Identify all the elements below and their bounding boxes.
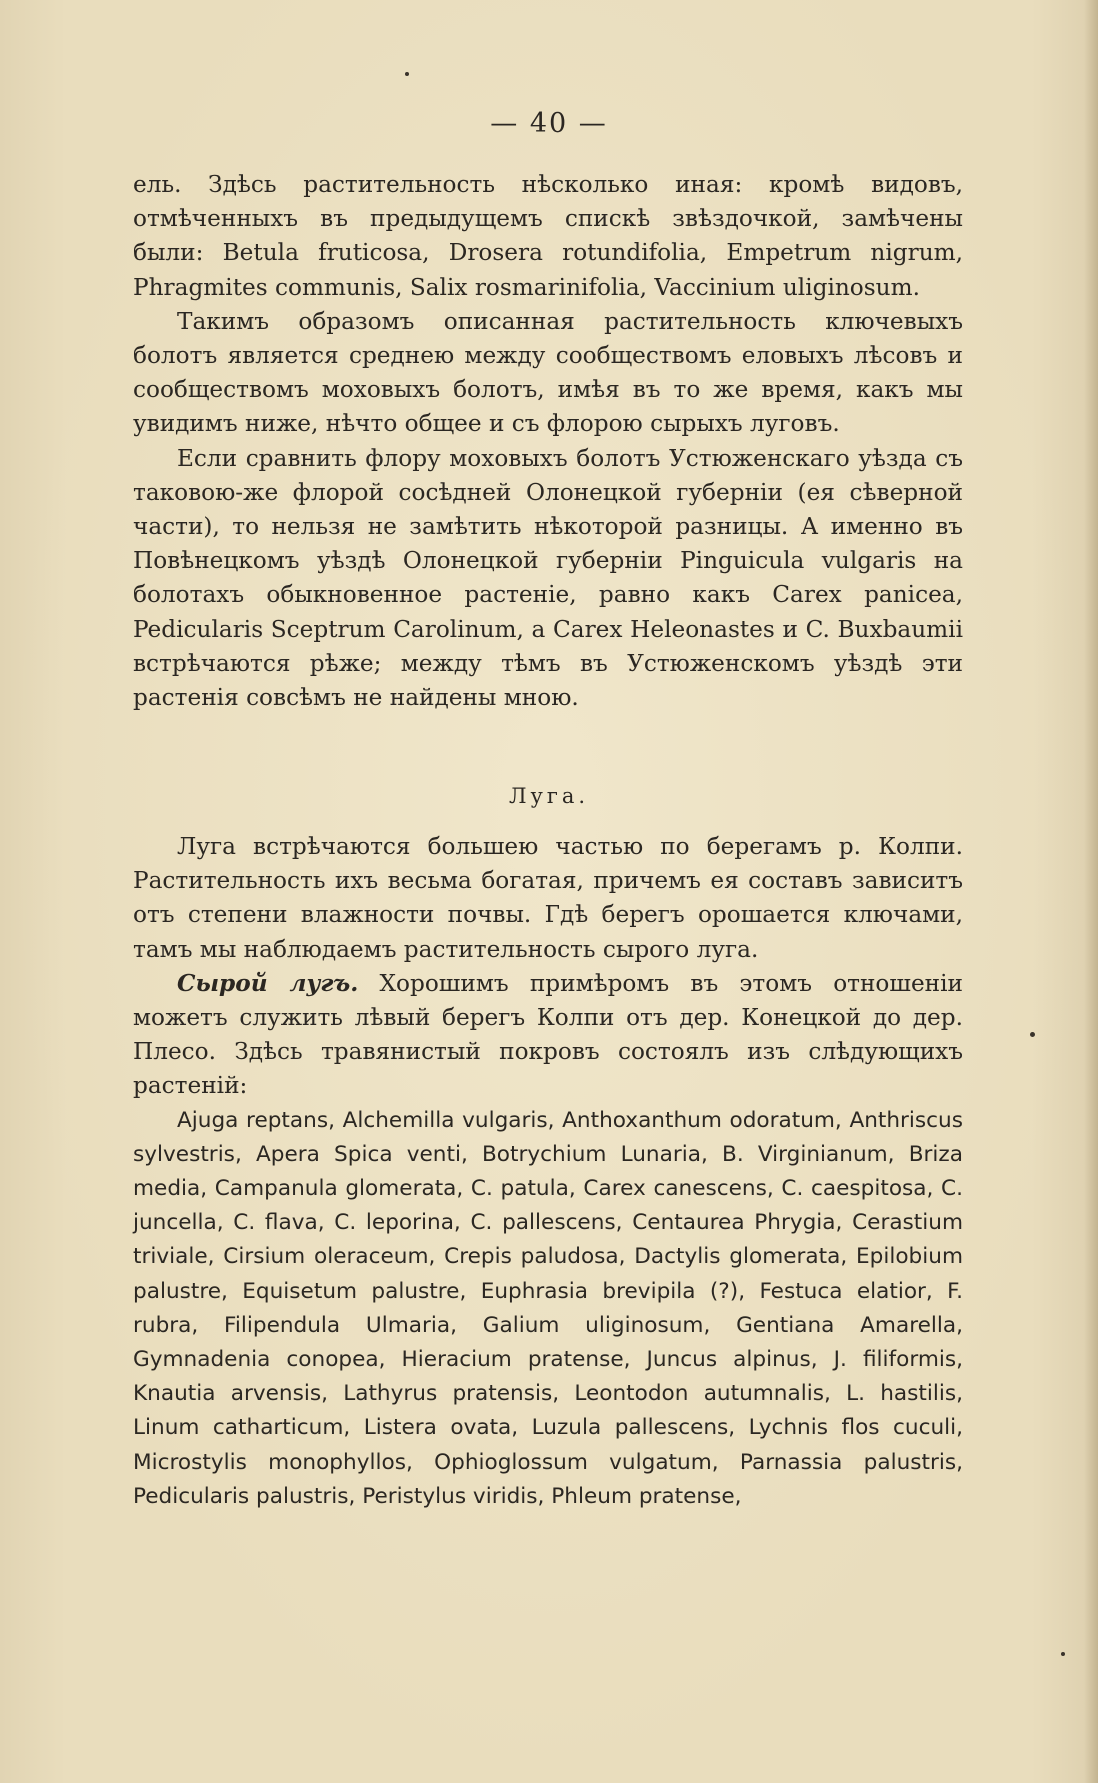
wet-meadow-subheading: Сырой лугъ. — [177, 969, 359, 997]
meadows-text-block — [133, 830, 963, 1514]
paper-speck — [1061, 1652, 1065, 1656]
paragraph-wet-meadow — [133, 967, 963, 1104]
paragraph-meadows-intro: Луга встрѣчаются большею частью по берегамъ р. Колпи. Растительность ихъ весьма богатая, причемъ ея составъ зависитъ отъ степени влажности почвы. Гдѣ берегъ орошается ключами, тамъ мы наблюдаемъ растительность сырого луга. — [133, 833, 963, 963]
species-list: Ajuga reptans, Alchemilla vulgaris, Anthoxanthum odoratum, Anthriscus sylvestris, Apera Spica venti, Botrychium Lunaria, B. Virginianum, Briza media, Campanula glomerata, C. patula, Carex canescens, C. caespitosa, C. juncella, C. flava, C. leporina, C. pallescens, Centaurea Phrygia, Cerastium triviale, Cirsium oleraceum, Crepis paludosa, Dactylis glomerata, Epilobium palustre, Equisetum palustre, Euphrasia brevipila (?), Festuca elatior, F. rubra, Filipendula Ulmaria, Galium uliginosum, Gentiana Amarella, Gymnadenia conopea, Hieracium pratense, Juncus alpinus, J. filiformis, Knautia arvensis, Lathyrus pratensis, Leontodon autumnalis, L. hastilis, Linum catharticum, Listera ovata, Luzula pallescens, Lychnis flos cuculi, Microstylis monophyllos, Ophioglossum vulgatum, Parnassia palustris, Pedicularis palustris, Peristylus viridis, Phleum pratense, — [133, 1107, 963, 1509]
paper-speck — [405, 72, 409, 76]
wet-meadow-text: Хорошимъ примѣромъ въ этомъ отношеніи можетъ служить лѣвый берегъ Колпи отъ дер. Конецкой до дер. Плесо. Здѣсь травянистый покровъ состоялъ изъ слѣдующихъ растеній: — [133, 969, 963, 1100]
top-text-block — [133, 168, 963, 715]
section-heading-meadows: Луга. — [508, 784, 590, 808]
paragraph-continuation: ель. Здѣсь растительность нѣсколько иная: кромѣ видовъ, отмѣченныхъ въ предыдущемъ спискѣ звѣздочкой, замѣчены были: Betula fruticosa, Drosera rotundifolia, Empetrum nigrum, Phragmites communis, Salix rosmarinifolia, Vaccinium uliginosum. — [133, 171, 963, 301]
paragraph-key-bogs-summary: Такимъ образомъ описанная растительность ключевыхъ болотъ является среднею между сообществомъ еловыхъ лѣсовъ и сообществомъ моховыхъ болотъ, имѣя въ то же время, какъ мы увидимъ ниже, нѣчто общее и съ флорою сырыхъ луговъ. — [133, 307, 963, 438]
paper-speck — [1030, 1032, 1035, 1037]
page-number: — 40 — — [490, 108, 608, 139]
paragraph-olonets-comparison: Если сравнить флору моховыхъ болотъ Устюженскаго уѣзда съ таковою-же флорой сосѣдней Олонецкой губерніи (ея сѣверной части), то нельзя не замѣтить нѣкоторой разницы. А именно въ Повѣнецкомъ уѣздѣ Олонецкой губерніи Pinguicula vulgaris на болотахъ обыкновенное растеніе, равно какъ Carex panicea, Pedicularis Sceptrum Carolinum, а Carex Heleonastes и C. Buxbaumii встрѣчаются рѣже; между тѣмъ въ Устюженскомъ уѣздѣ эти растенія совсѣмъ не найдены мною. — [133, 444, 963, 712]
page-edge-shadow — [1084, 0, 1098, 1783]
